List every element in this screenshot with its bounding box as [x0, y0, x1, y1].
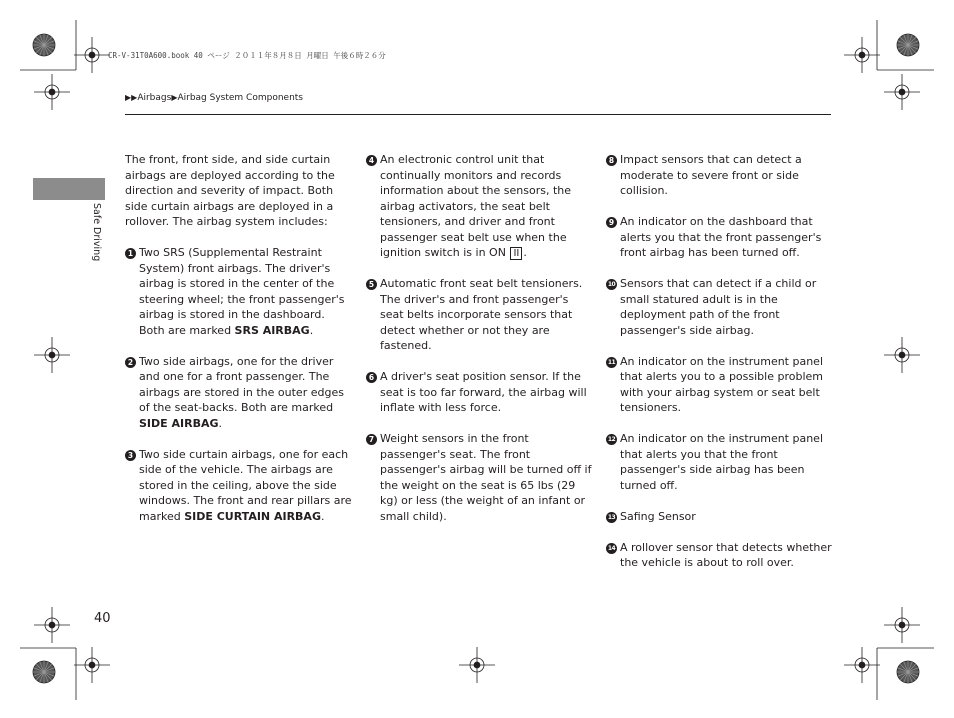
- page-number: 40: [94, 611, 111, 626]
- item-number-badge: 7: [366, 434, 377, 445]
- crosshair-registration-icon: [884, 337, 920, 373]
- list-item: [606, 509, 834, 525]
- item-punctuation: .: [218, 416, 222, 430]
- item-number-badge: 12: [607, 436, 616, 443]
- crosshair-registration-icon: [34, 74, 70, 110]
- list-item: [606, 276, 834, 338]
- crosshair-registration-icon: [459, 647, 495, 683]
- breadcrumb: [125, 93, 303, 103]
- item-punctuation: .: [309, 323, 314, 337]
- crosshair-registration-icon: [884, 74, 920, 110]
- item-text: Sensors that can detect if a child or small statured adult is in the deployment path of the front passenger's side airbag.: [620, 277, 817, 337]
- crosshair-registration-icon: [844, 37, 880, 73]
- item-text: Two SRS (Supplemental Restraint System) front airbags. The driver's airbag is stored in the center of the steering wheel; the front passenger's airbag is stored in the dashboard. Both are marked: [139, 246, 345, 337]
- item-text: An indicator on the instrument panel that alerts you that the front passenger's side airbag has been turned off.: [620, 432, 824, 492]
- item-text: Two side curtain airbags, one for each side of the vehicle. The airbags are stored in the ceiling, above the side windows. The front and rear pillars are marked: [139, 447, 352, 523]
- list-item: [606, 152, 834, 199]
- crosshair-registration-icon: [884, 607, 920, 643]
- item-text: An indicator on the dashboard that alerts you that the front passenger's front airbag has been turned off.: [620, 215, 822, 259]
- list-item: [125, 447, 353, 525]
- starburst-target-icon: [897, 661, 919, 683]
- starburst-target-icon: [897, 34, 919, 56]
- triangle-right-icon: ▶▶: [125, 93, 138, 102]
- crosshair-registration-icon: [34, 337, 70, 373]
- starburst-target-icon: [33, 661, 55, 683]
- item-number-badge: 14: [607, 544, 616, 552]
- print-header: CR-V-31T0A600.book 40 ページ ２０１１年８月８日 月曜日 午後６時２６分: [108, 51, 386, 60]
- column-3: [606, 152, 834, 586]
- list-item: [606, 431, 834, 493]
- item-text: Weight sensors in the front passenger's seat. The front passenger's airbag will be turned off if the weight on the seat is 65 lbs (29 kg) or less (the weight of an infant or small child).: [380, 432, 592, 523]
- crosshair-registration-icon: [74, 647, 110, 683]
- item-text: Safing Sensor: [620, 509, 696, 523]
- item-emphasis: SIDE CURTAIN AIRBAG: [184, 509, 321, 523]
- section-tab: [33, 178, 105, 200]
- item-text: An electronic control unit that continually monitors and records information about the sensors, the airbag activators, the seat belt tensioners, and driver and front passenger seat belt use when the ignition switch is in ON: [380, 153, 571, 259]
- item-emphasis: SRS AIRBAG: [234, 323, 310, 337]
- list-item: [366, 431, 592, 524]
- item-text: Two side airbags, one for the driver and one for a front passenger. The airbags are stored in the outer edges of the seat-backs. Both are marked: [139, 354, 344, 414]
- crosshair-registration-icon: [74, 37, 110, 73]
- intro-paragraph: The front, front side, and side curtain airbags are deployed according to the direction and severity of impact. Both side curtain airbags are deployed in a rollover. The airbag system includes:: [125, 153, 335, 228]
- item-text: Impact sensors that can detect a moderate to severe front or side collision.: [620, 153, 802, 197]
- item-text: A rollover sensor that detects whether the vehicle is about to roll over.: [620, 540, 832, 569]
- breadcrumb-level-1[interactable]: Airbags: [137, 93, 172, 103]
- item-number-badge: 2: [125, 357, 136, 368]
- item-text: Automatic front seat belt tensioners. The driver's and front passenger's seat belts incorporate sensors that detect whether or not they are fastened.: [380, 277, 583, 352]
- item-punctuation: .: [523, 246, 527, 259]
- item-number-badge: 1: [125, 248, 136, 259]
- list-item: [125, 245, 353, 338]
- list-item: [366, 369, 592, 416]
- starburst-target-icon: [33, 34, 55, 56]
- item-text: A driver's seat position sensor. If the seat is too far forward, the airbag will inflate with less force.: [380, 370, 587, 414]
- item-text: An indicator on the instrument panel that alerts you to a possible problem with your airbag system or seat belt tensioners.: [620, 354, 824, 414]
- item-number-badge: 9: [606, 217, 617, 228]
- item-number-badge: 5: [366, 279, 377, 290]
- column-1: [125, 152, 353, 540]
- crosshair-registration-icon: [34, 607, 70, 643]
- list-item: [606, 214, 834, 261]
- triangle-right-icon: ▶: [171, 93, 178, 102]
- list-item: [366, 152, 592, 261]
- column-2: [366, 152, 592, 540]
- crosshair-registration-icon: [844, 647, 880, 683]
- ignition-position-icon: II: [510, 247, 522, 260]
- header-rule: [125, 114, 831, 115]
- list-item: [125, 354, 353, 432]
- item-number-badge: 10: [607, 281, 616, 288]
- item-number-badge: 13: [607, 513, 616, 521]
- item-emphasis: SIDE AIRBAG: [139, 416, 219, 430]
- list-item: [606, 540, 834, 571]
- item-number-badge: 11: [607, 358, 616, 366]
- item-number-badge: 6: [366, 372, 377, 383]
- list-item: [366, 276, 592, 354]
- item-number-badge: 8: [606, 155, 617, 166]
- section-label: Safe Driving: [91, 203, 102, 262]
- item-number-badge: 3: [125, 450, 136, 461]
- list-item: [606, 354, 834, 416]
- item-number-badge: 4: [366, 155, 377, 166]
- item-punctuation: .: [320, 509, 325, 523]
- breadcrumb-level-2[interactable]: Airbag System Components: [177, 93, 303, 103]
